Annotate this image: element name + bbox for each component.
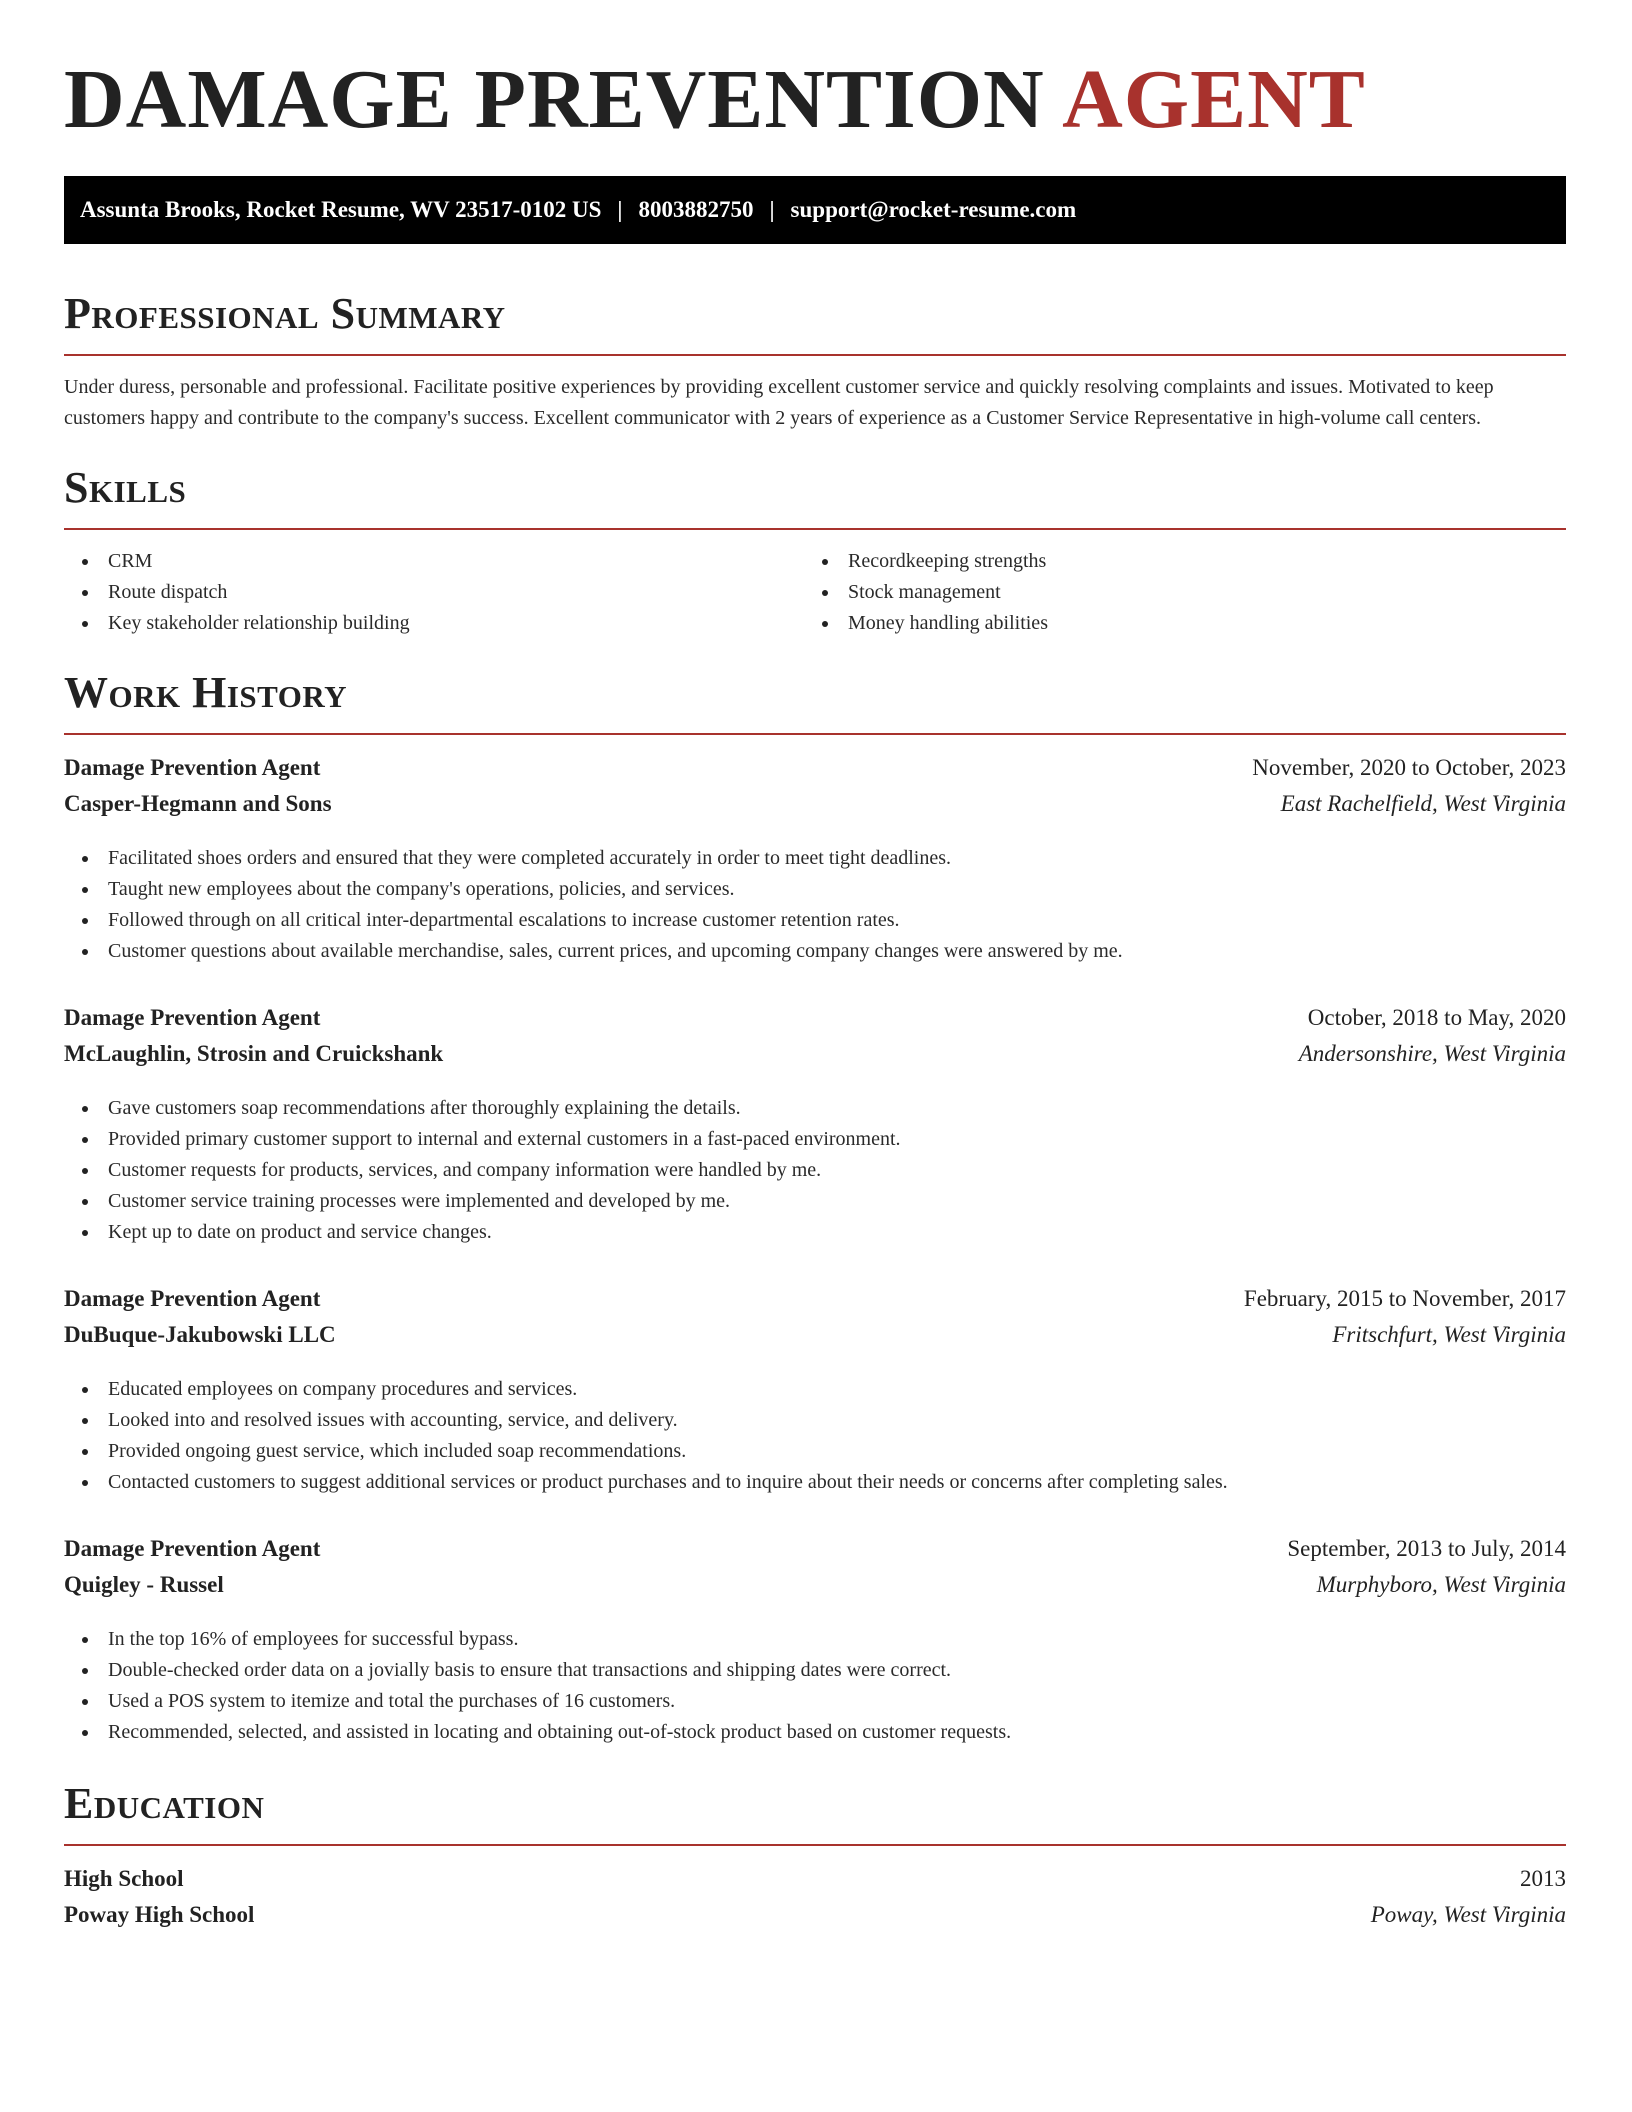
contact-bar: [64, 176, 1566, 244]
skills-column-left: [64, 546, 804, 639]
job-duty: Taught new employees about the company's operations, policies, and services.: [64, 874, 1566, 905]
job-duty: In the top 16% of employees for successful bypass.: [64, 1624, 1566, 1655]
job-duty: Customer questions about available merchandise, sales, current prices, and upcoming company changes were answered by me.: [64, 936, 1566, 967]
job-title: Damage Prevention Agent: [64, 755, 321, 780]
job-company: McLaughlin, Strosin and Cruickshank: [64, 1041, 444, 1066]
section-divider: [64, 528, 1566, 530]
bullet-icon: [82, 1230, 88, 1236]
title-accent: AGENT: [1062, 53, 1366, 146]
contact-address: Assunta Brooks, Rocket Resume, WV 23517-0102 US: [80, 197, 602, 222]
job-company-row: [64, 1041, 1566, 1077]
section-divider: [64, 354, 1566, 356]
section-divider: [64, 733, 1566, 735]
job-company: Quigley - Russel: [64, 1572, 224, 1597]
job-duties-list: [64, 1374, 1566, 1498]
job-header-row: [64, 1536, 1566, 1572]
bullet-icon: [82, 949, 88, 955]
resume-page: [64, 0, 1566, 1938]
job-duty: Provided primary customer support to internal and external customers in a fast-paced environment.: [64, 1124, 1566, 1155]
bullet-icon: [82, 1699, 88, 1705]
contact-separator: |: [617, 197, 623, 222]
job-company-row: [64, 791, 1566, 827]
bullet-icon: [82, 1168, 88, 1174]
job-location: Fritschfurt, West Virginia: [1332, 1322, 1566, 1347]
skill-item: Recordkeeping strengths: [804, 546, 1544, 577]
job-duties-list: [64, 1093, 1566, 1248]
job-duty: Kept up to date on product and service changes.: [64, 1217, 1566, 1248]
skill-item: Money handling abilities: [804, 608, 1544, 639]
education-heading: Education: [64, 1779, 265, 1828]
job-company-row: [64, 1572, 1566, 1608]
education-school: Poway High School: [64, 1902, 255, 1927]
section-divider: [64, 1844, 1566, 1846]
job-duties-list: [64, 1624, 1566, 1748]
skill-item: CRM: [64, 546, 804, 577]
contact-separator: |: [769, 197, 775, 222]
summary-heading: Professional Summary: [64, 289, 506, 338]
job-title: Damage Prevention Agent: [64, 1536, 321, 1561]
job-company-row: [64, 1322, 1566, 1358]
bullet-icon: [822, 559, 828, 565]
job-duty: Double-checked order data on a jovially basis to ensure that transactions and shipping dates were correct.: [64, 1655, 1566, 1686]
education-year: 2013: [1520, 1866, 1566, 1891]
contact-phone[interactable]: 8003882750: [638, 197, 754, 222]
bullet-icon: [82, 1730, 88, 1736]
bullet-icon: [82, 918, 88, 924]
job-duty: Gave customers soap recommendations after thoroughly explaining the details.: [64, 1093, 1566, 1124]
job-duties-list: [64, 843, 1566, 967]
job-duty: Provided ongoing guest service, which included soap recommendations.: [64, 1436, 1566, 1467]
bullet-icon: [822, 621, 828, 627]
job-header-row: [64, 1005, 1566, 1041]
education-degree: High School: [64, 1866, 184, 1891]
job-header-row: [64, 1286, 1566, 1322]
job-dates: September, 2013 to July, 2014: [1287, 1536, 1566, 1561]
job-location: East Rachelfield, West Virginia: [1280, 791, 1566, 816]
job-duty: Used a POS system to itemize and total the purchases of 16 customers.: [64, 1686, 1566, 1717]
bullet-icon: [82, 1449, 88, 1455]
job-header-row: [64, 755, 1566, 791]
education-location: Poway, West Virginia: [1370, 1902, 1566, 1927]
work-history-heading: Work History: [64, 668, 348, 717]
job-dates: February, 2015 to November, 2017: [1243, 1286, 1566, 1311]
bullet-icon: [82, 1106, 88, 1112]
title-main: DAMAGE PREVENTION: [64, 53, 1045, 146]
bullet-icon: [82, 1418, 88, 1424]
job-title: Damage Prevention Agent: [64, 1005, 321, 1030]
job-location: Andersonshire, West Virginia: [1298, 1041, 1566, 1066]
job-entry: [64, 755, 1566, 967]
summary-text: Under duress, personable and professional. Facilitate positive experiences by providing excellent customer service and quickly resolving complaints and issues. Motivated to keep customers happy and contribute to the company's success. Excellent communicator with 2 years of experience as a Customer Service Representative in high-volume call centers.: [64, 376, 1494, 429]
job-dates: November, 2020 to October, 2023: [1252, 755, 1566, 780]
bullet-icon: [82, 1480, 88, 1486]
job-duty: Contacted customers to suggest additional services or product purchases and to inquire about their needs or concerns after completing sales.: [64, 1467, 1566, 1498]
skills-column-right: [804, 546, 1544, 639]
job-duty: Facilitated shoes orders and ensured that they were completed accurately in order to meet tight deadlines.: [64, 843, 1566, 874]
job-duty: Educated employees on company procedures and services.: [64, 1374, 1566, 1405]
education-school-row: [64, 1902, 1566, 1938]
bullet-icon: [82, 1668, 88, 1674]
skills-grid: [64, 546, 1566, 639]
job-company: Casper-Hegmann and Sons: [64, 791, 332, 816]
skills-heading: Skills: [64, 463, 187, 512]
bullet-icon: [82, 1199, 88, 1205]
bullet-icon: [82, 1387, 88, 1393]
bullet-icon: [82, 887, 88, 893]
skills-list: [804, 546, 1544, 639]
job-dates: October, 2018 to May, 2020: [1307, 1005, 1566, 1030]
education-degree-row: [64, 1866, 1566, 1902]
job-company: DuBuque-Jakubowski LLC: [64, 1322, 336, 1347]
bullet-icon: [82, 590, 88, 596]
skills-list: [64, 546, 804, 639]
bullet-icon: [82, 559, 88, 565]
bullet-icon: [82, 1137, 88, 1143]
job-duty: Followed through on all critical inter-departmental escalations to increase customer retention rates.: [64, 905, 1566, 936]
job-duty: Recommended, selected, and assisted in locating and obtaining out-of-stock product based on customer requests.: [64, 1717, 1566, 1748]
job-entry: [64, 1536, 1566, 1748]
bullet-icon: [82, 856, 88, 862]
job-duty: Customer requests for products, services, and company information were handled by me.: [64, 1155, 1566, 1186]
job-duty: Looked into and resolved issues with accounting, service, and delivery.: [64, 1405, 1566, 1436]
job-location: Murphyboro, West Virginia: [1316, 1572, 1566, 1597]
job-entry: [64, 1005, 1566, 1248]
bullet-icon: [822, 590, 828, 596]
job-title: Damage Prevention Agent: [64, 1286, 321, 1311]
bullet-icon: [82, 1637, 88, 1643]
skill-item: Route dispatch: [64, 577, 804, 608]
skill-item: Stock management: [804, 577, 1544, 608]
bullet-icon: [82, 621, 88, 627]
job-entry: [64, 1286, 1566, 1498]
contact-email[interactable]: support@rocket-resume.com: [790, 197, 1077, 222]
job-duty: Customer service training processes were implemented and developed by me.: [64, 1186, 1566, 1217]
education-entry: [64, 1866, 1566, 1938]
skill-item: Key stakeholder relationship building: [64, 608, 804, 639]
resume-title: [64, 0, 1566, 144]
